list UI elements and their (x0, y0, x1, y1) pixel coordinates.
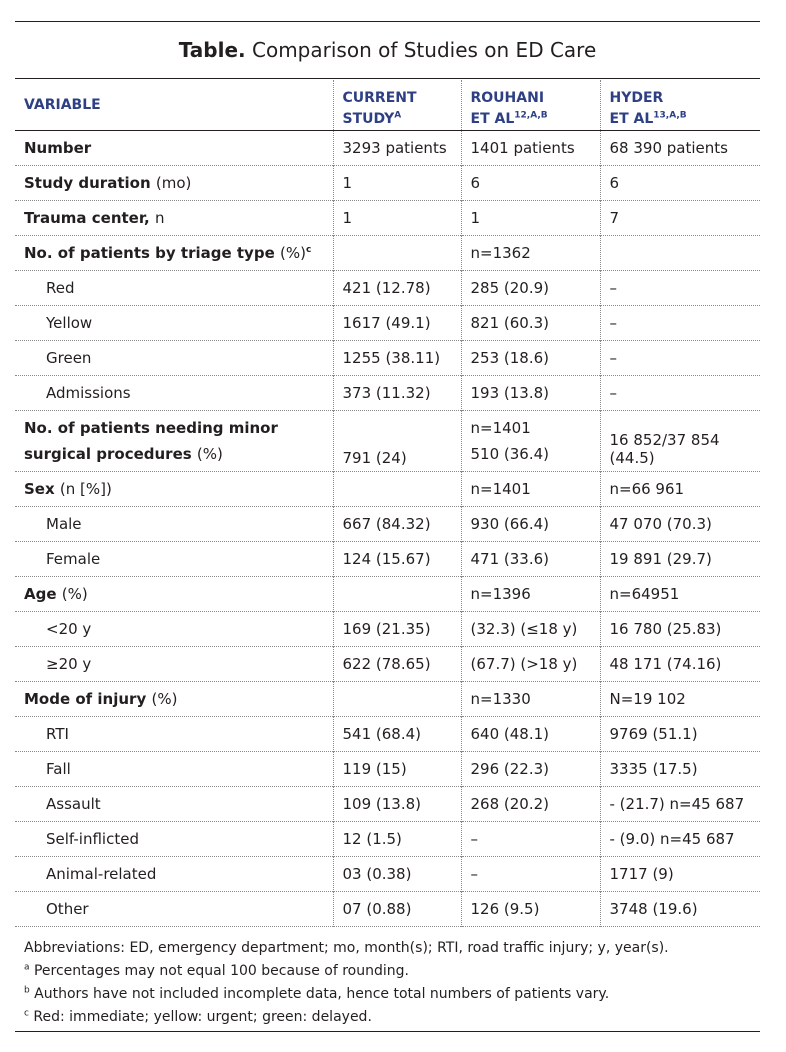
cell-current: 622 (78.65) (333, 647, 461, 682)
table-row (15, 271, 760, 306)
cell-current: 373 (11.32) (333, 376, 461, 411)
cell-current (333, 682, 461, 717)
table-title (15, 38, 760, 62)
table-row (15, 542, 760, 577)
cell-rouhani: 640 (48.1) (461, 717, 600, 752)
row-label: Male (46, 515, 82, 533)
header-current-study: CURRENT $STUDY^A$ (333, 80, 461, 131)
cell-current: 1 (333, 201, 461, 236)
cell-current: 791 (24) (333, 411, 461, 472)
row-label: Age (%) (24, 585, 88, 603)
cell-hyder: 19 891 (29.7) (600, 542, 760, 577)
cell-hyder: 1717 (9) (600, 857, 760, 892)
cell-rouhani: 821 (60.3) (461, 306, 600, 341)
cell-hyder: N=19 102 (600, 682, 760, 717)
cell-current: 3293 patients (333, 131, 461, 166)
cell-hyder: 6 (600, 166, 760, 201)
cell-hyder: - (21.7) n=45 687 (600, 787, 760, 822)
row-label: RTI (46, 725, 69, 743)
cell-rouhani: 6 (461, 166, 600, 201)
top-rule (15, 21, 760, 22)
cell-hyder: 48 171 (74.16) (600, 647, 760, 682)
table-row (15, 682, 760, 717)
cell-rouhani: (32.3) (≤18 y) (461, 612, 600, 647)
table-row (15, 131, 760, 166)
cell-current (333, 577, 461, 612)
cell-rouhani: 1401 patients (461, 131, 600, 166)
table-row (15, 647, 760, 682)
cell-rouhani: 1 (461, 201, 600, 236)
table-row (15, 376, 760, 411)
row-label: Study duration (mo) (24, 174, 192, 192)
cell-hyder (600, 236, 760, 271)
cell-rouhani: n=1401 510 (36.4) (461, 411, 600, 472)
footnote-b: $^b$ Authors have not included incomplete data, hence total numbers of patients vary. (24, 985, 610, 1002)
row-label: Sex (n [%]) (24, 480, 112, 498)
cell-hyder: 9769 (51.1) (600, 717, 760, 752)
cell-current: 421 (12.78) (333, 271, 461, 306)
table-row (15, 166, 760, 201)
row-label: Red (46, 279, 75, 297)
cell-current: 124 (15.67) (333, 542, 461, 577)
row-label: Trauma center, n (24, 209, 165, 227)
cell-current: 169 (21.35) (333, 612, 461, 647)
cell-hyder: – (600, 306, 760, 341)
comparison-table (15, 80, 760, 927)
cell-current: 667 (84.32) (333, 507, 461, 542)
row-label: <20 y (46, 620, 92, 638)
row-label: Assault (46, 795, 101, 813)
cell-rouhani: n=1396 (461, 577, 600, 612)
cell-rouhani: 126 (9.5) (461, 892, 600, 927)
row-label: ≥20 y (46, 655, 92, 673)
table-title-label: Table. (178, 38, 246, 62)
cell-hyder: 16 780 (25.83) (600, 612, 760, 647)
row-label: No. of patients needing minor surgical procedures (%) (24, 419, 278, 463)
cell-hyder: – (600, 271, 760, 306)
table-footnotes (24, 937, 669, 1029)
table-row (15, 341, 760, 376)
cell-hyder: 16 852/37 854 (44.5) (600, 411, 760, 472)
table-row (15, 507, 760, 542)
row-label: Self-inflicted (46, 830, 139, 848)
footnote-abbreviations: Abbreviations: ED, emergency department; mo, month(s); RTI, road traffic injury; y, year(s). (24, 940, 669, 956)
row-label: Female (46, 550, 101, 568)
table-row (15, 236, 760, 271)
table-row (15, 857, 760, 892)
cell-current: 03 (0.38) (333, 857, 461, 892)
cell-rouhani: n=1401 (461, 472, 600, 507)
cell-rouhani: n=1330 (461, 682, 600, 717)
table-row (15, 717, 760, 752)
cell-rouhani: (67.7) (>18 y) (461, 647, 600, 682)
row-label: Animal-related (46, 865, 157, 883)
cell-rouhani: – (461, 822, 600, 857)
cell-current: 1617 (49.1) (333, 306, 461, 341)
table-row (15, 306, 760, 341)
row-label: No. of patients by triage type (%)$^c$ (24, 244, 312, 262)
cell-hyder: n=66 961 (600, 472, 760, 507)
row-label: Number (24, 139, 92, 157)
row-label: Mode of injury (%) (24, 690, 178, 708)
cell-current: 07 (0.88) (333, 892, 461, 927)
cell-hyder: 68 390 patients (600, 131, 760, 166)
cell-current: 119 (15) (333, 752, 461, 787)
header-variable: VARIABLE (24, 96, 101, 113)
title-rule (15, 78, 760, 79)
cell-current: 1 (333, 166, 461, 201)
cell-rouhani: 193 (13.8) (461, 376, 600, 411)
cell-current: 109 (13.8) (333, 787, 461, 822)
cell-rouhani: – (461, 857, 600, 892)
table-row (15, 787, 760, 822)
table-row (15, 411, 760, 472)
table-row (15, 577, 760, 612)
row-label: Green (46, 349, 92, 367)
cell-rouhani: 253 (18.6) (461, 341, 600, 376)
header-rouhani: ROUHANI ET $AL^{12,A,B}$ (461, 80, 600, 131)
table-row (15, 612, 760, 647)
cell-rouhani: 296 (22.3) (461, 752, 600, 787)
cell-hyder: 3335 (17.5) (600, 752, 760, 787)
row-label: Other (46, 900, 89, 918)
row-label: Admissions (46, 384, 131, 402)
cell-current (333, 236, 461, 271)
table-title-text: Comparison of Studies on ED Care (252, 38, 597, 62)
footnote-a: $^a$ Percentages may not equal 100 because of rounding. (24, 962, 409, 979)
cell-current (333, 472, 461, 507)
row-label: Fall (46, 760, 71, 778)
header-hyder: HYDER ET $AL^{13,A,B}$ (600, 80, 760, 131)
cell-rouhani: 268 (20.2) (461, 787, 600, 822)
cell-hyder: 7 (600, 201, 760, 236)
table-row (15, 892, 760, 927)
footnote-c: $^c$ Red: immediate; yellow: urgent; green: delayed. (24, 1008, 372, 1025)
cell-rouhani: 930 (66.4) (461, 507, 600, 542)
cell-hyder: n=64951 (600, 577, 760, 612)
cell-hyder: – (600, 376, 760, 411)
cell-rouhani: n=1362 (461, 236, 600, 271)
bottom-rule (15, 1031, 760, 1032)
table-row (15, 752, 760, 787)
cell-hyder: 47 070 (70.3) (600, 507, 760, 542)
table-row (15, 201, 760, 236)
header-row (15, 80, 760, 131)
row-label: Yellow (46, 314, 93, 332)
cell-rouhani: 471 (33.6) (461, 542, 600, 577)
table-row (15, 822, 760, 857)
cell-rouhani: 285 (20.9) (461, 271, 600, 306)
cell-hyder: – (600, 341, 760, 376)
cell-current: 541 (68.4) (333, 717, 461, 752)
cell-hyder: - (9.0) n=45 687 (600, 822, 760, 857)
table-row (15, 472, 760, 507)
cell-current: 1255 (38.11) (333, 341, 461, 376)
cell-current: 12 (1.5) (333, 822, 461, 857)
cell-hyder: 3748 (19.6) (600, 892, 760, 927)
